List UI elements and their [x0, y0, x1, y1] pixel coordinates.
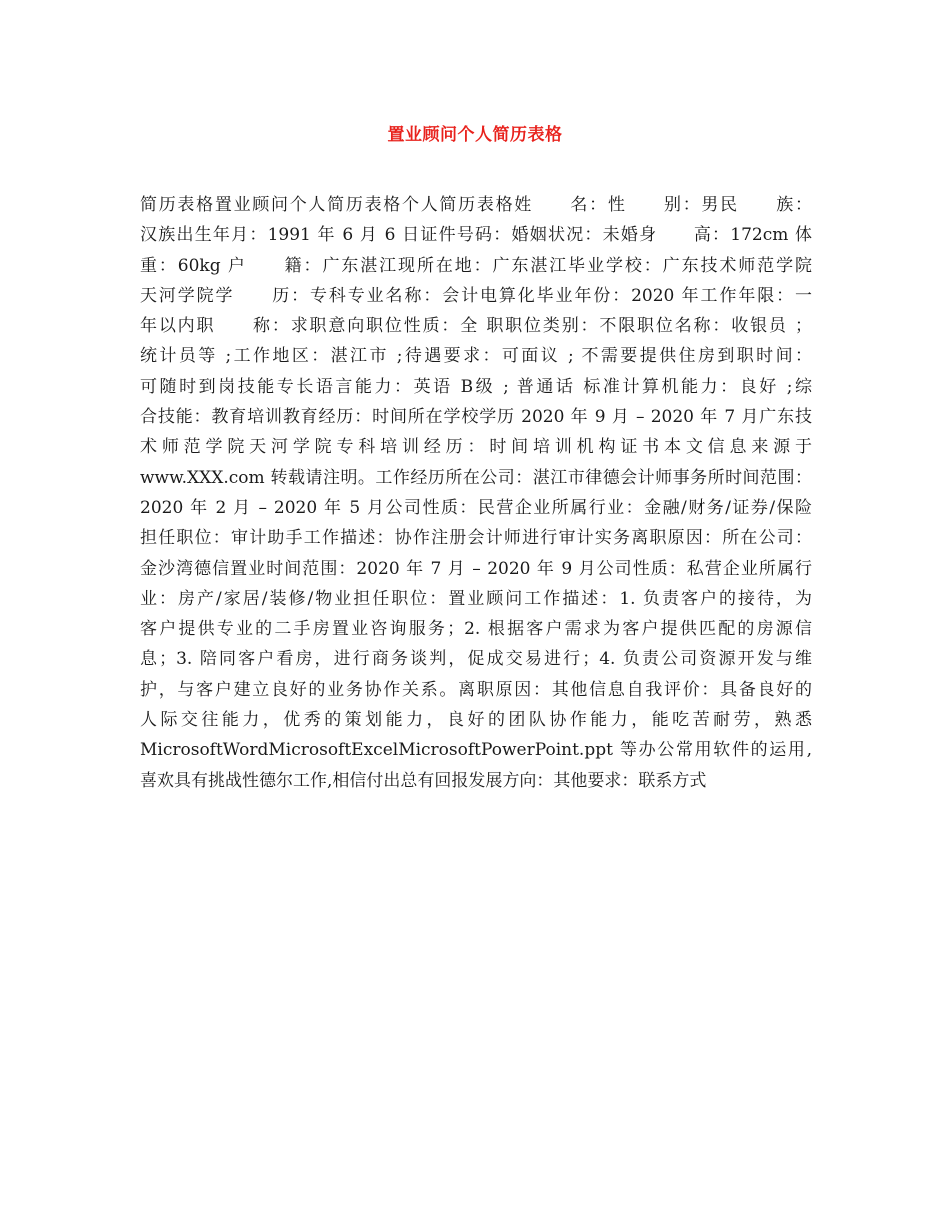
body-line: 重：60kg 户 籍：广东湛江现所在地：广东湛江毕业学校：广东技术师范学院 [140, 255, 812, 276]
body-line: www.XXX.com 转载请注明。工作经历所在公司：湛江市律德会计师事务所时间范围： [140, 467, 812, 488]
body-line: 简历表格置业顾问个人简历表格个人简历表格姓 名：性 别：男民 族： [140, 195, 812, 215]
body-line: 合技能：教育培训教育经历：时间所在学校学历 2020 年 9 月 – 2020 年 7 月广东技 [140, 407, 812, 428]
document-title: 置业顾问个人简历表格 [387, 125, 563, 145]
body-line: 护，与客户建立良好的业务协作关系。离职原因：其他信息自我评价：具备良好的 [140, 679, 812, 700]
body-line: 天河学院学 历：专科专业名称：会计电算化毕业年份：2020 年工作年限：一 [140, 285, 812, 306]
body-line: MicrosoftWordMicrosoftExcelMicrosoftPowerPoint.ppt 等办公常用软件的运用, [140, 740, 812, 761]
body-line: 息；3. 陪同客户看房，进行商务谈判，促成交易进行；4. 负责公司资源开发与维 [140, 649, 812, 670]
body-line: 2020 年 2 月 – 2020 年 5 月公司性质：民营企业所属行业：金融/财务/证券/保险 [140, 497, 812, 518]
body-line: 可随时到岗技能专长语言能力：英语 B级 ; 普通话 标准计算机能力：良好 ;综 [140, 376, 812, 397]
document-body [140, 190, 812, 796]
body-line: 人际交往能力，优秀的策划能力，良好的团队协作能力，能吃苦耐劳，熟悉 [140, 710, 812, 731]
body-line: 担任职位：审计助手工作描述：协作注册会计师进行审计实务离职原因：所在公司： [140, 528, 812, 549]
body-line: 金沙湾德信置业时间范围：2020 年 7 月 – 2020 年 9 月公司性质：私营企业所属行 [140, 558, 812, 579]
body-line: 业：房产/家居/装修/物业担任职位：置业顾问工作描述：1. 负责客户的接待，为 [140, 588, 812, 609]
body-line: 年以内职 称：求职意向职位性质：全 职职位类别：不限职位名称：收银员 ； [140, 316, 812, 337]
body-line: 术师范学院天河学院专科培训经历：时间培训机构证书本文信息来源于 [140, 437, 812, 458]
body-line: 汉族出生年月：1991 年 6 月 6 日证件号码：婚姻状况：未婚身 高：172cm 体 [140, 225, 812, 246]
body-line: 喜欢具有挑战性德尔工作,相信付出总有回报发展方向：其他要求：联系方式 [140, 770, 707, 791]
body-line: 统计员等 ;工作地区：湛江市 ;待遇要求：可面议 ; 不需要提供住房到职时间： [140, 346, 812, 367]
body-line: 客户提供专业的二手房置业咨询服务；2. 根据客户需求为客户提供匹配的房源信 [140, 619, 812, 640]
